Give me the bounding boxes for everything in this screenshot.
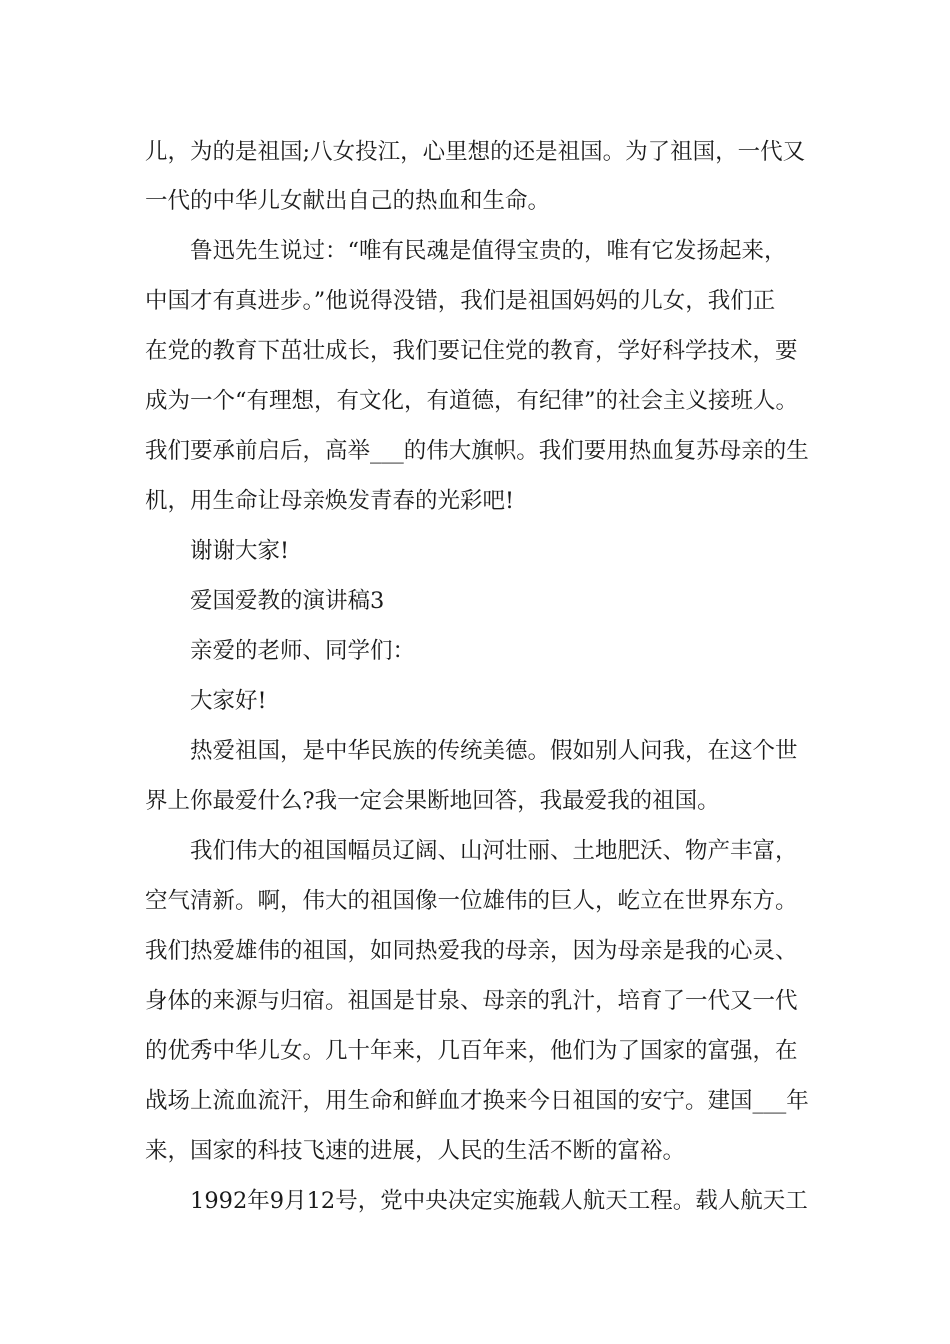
text-line: 空气清新。啊，伟大的祖国像一位雄伟的巨人，屹立在世界东方。 <box>145 888 798 914</box>
text-line: 机，用生命让母亲焕发青春的光彩吧! <box>145 488 515 514</box>
text-line: 我们热爱雄伟的祖国，如同热爱我的母亲，因为母亲是我的心灵、 <box>145 938 798 964</box>
text-line: 界上你最爱什么?我一定会果断地回答，我最爱我的祖国。 <box>145 788 720 814</box>
text-line: 的优秀中华儿女。几十年来，几百年来，他们为了国家的富强，在 <box>145 1038 798 1064</box>
text-line: 1992年9月12号，党中央决定实施载人航天工程。载人航天工 <box>190 1188 808 1214</box>
text-line: 一代的中华儿女献出自己的热血和生命。 <box>145 188 551 214</box>
text-line: 来，国家的科技飞速的进展，人民的生活不断的富裕。 <box>145 1138 686 1164</box>
text-line: 中国才有真进步。”他说得没错，我们是祖国妈妈的儿女，我们正 <box>145 288 776 314</box>
text-line: 鲁迅先生说过：“唯有民魂是值得宝贵的，唯有它发扬起来， <box>190 238 787 264</box>
text-line: 在党的教育下茁壮成长，我们要记住党的教育，学好科学技术，要 <box>145 338 798 364</box>
section-heading: 爱国爱教的演讲稿3 <box>190 588 385 614</box>
text-line: 我们伟大的祖国幅员辽阔、山河壮丽、土地肥沃、物产丰富， <box>190 838 798 864</box>
text-line: 身体的来源与归宿。祖国是甘泉、母亲的乳汁，培育了一代又一代 <box>145 988 798 1014</box>
greeting: 大家好! <box>190 688 267 714</box>
text-line: 儿，为的是祖国;八女投江，心里想的还是祖国。为了祖国，一代又 <box>145 139 806 165</box>
text-line: 我们要承前启后，高举___的伟大旗帜。我们要用热血复苏母亲的生 <box>145 438 809 464</box>
salutation: 亲爱的老师、同学们： <box>190 638 416 664</box>
text-line: 成为一个“有理想，有文化，有道德，有纪律”的社会主义接班人。 <box>145 388 799 414</box>
text-line: 谢谢大家! <box>190 538 290 564</box>
text-line: 热爱祖国，是中华民族的传统美德。假如别人问我，在这个世 <box>190 738 798 764</box>
text-line: 战场上流血流汗，用生命和鲜血才换来今日祖国的安宁。建国___年 <box>145 1088 809 1114</box>
